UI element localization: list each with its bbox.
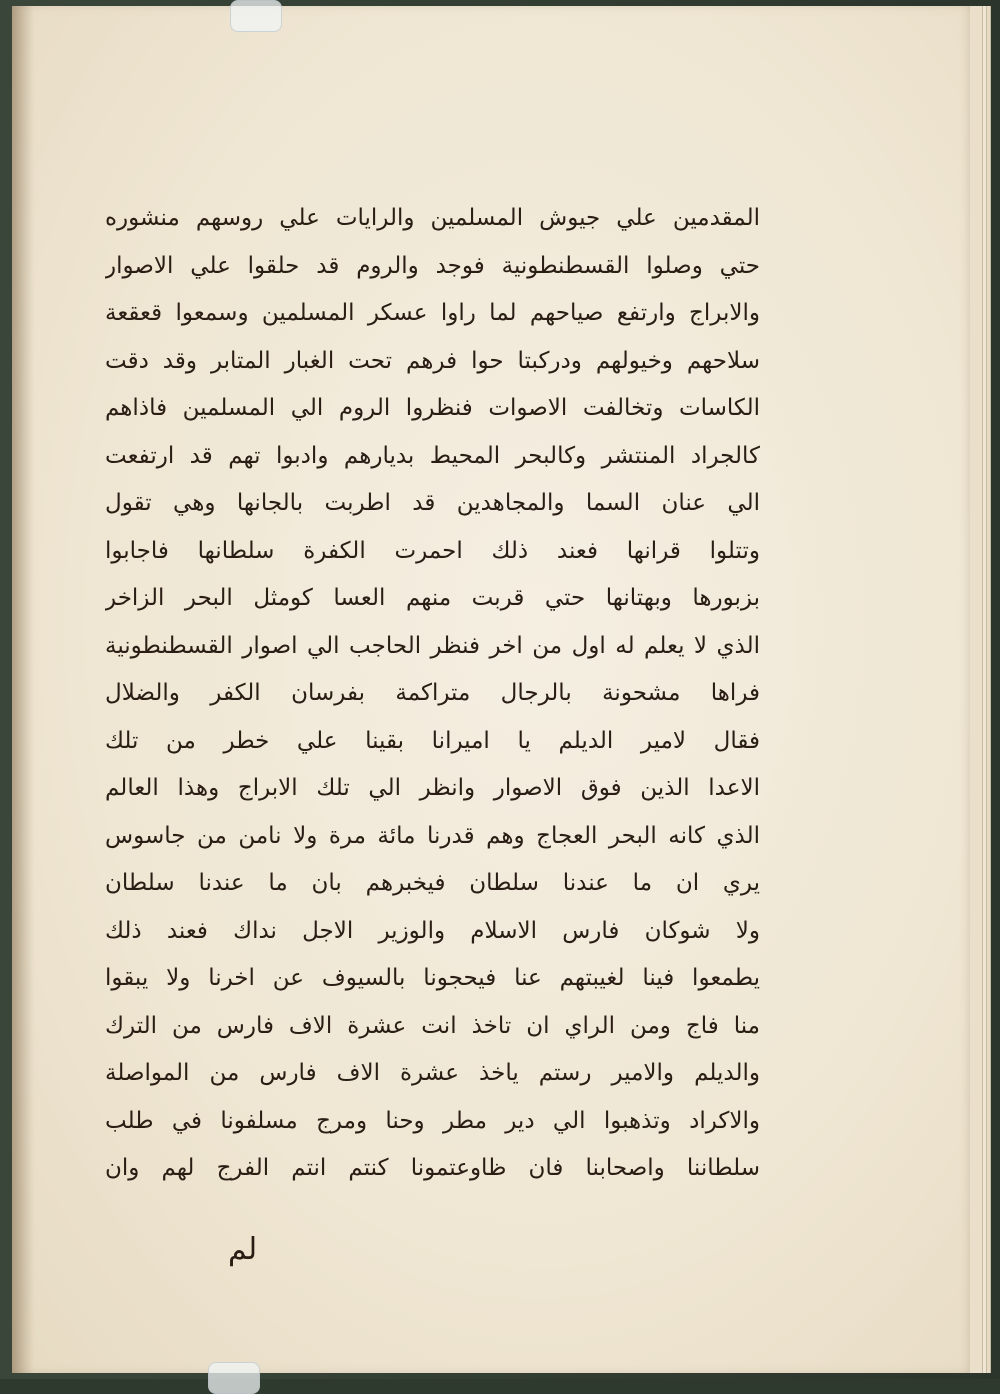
text-line: كالجراد المنتشر وكالبحر المحيط بديارهم وادبوا تهم قد ارتفعت [105,442,760,469]
text-line: يري ان ما عندنا سلطان فيخبرهم بان ما عندنا سلطان [105,870,760,896]
text-line: وتتلوا قرانها فعند ذلك احمرت الكفرة سلطانها فاجابوا [105,537,760,564]
text-line: سلاحهم وخيولهم ودركبتا حوا فرهم تحت الغبار المتابر وقد دقت [105,347,760,374]
page-clip-top [230,0,282,32]
text-line: والديلم والامير رستم ياخذ عشرة الاف فارس من المواصلة [105,1060,760,1086]
text-line: ولا شوكان فارس الاسلام والوزير الاجل نداك فعند ذلك [105,917,760,944]
text-line: فقال لامير الديلم يا اميرانا بقينا علي خطر من تلك [105,727,760,754]
text-line: سلطاننا واصحابنا فان ظاوعتمونا كنتم انتم الفرج لهم وان [105,1155,760,1181]
text-line: الذي لا يعلم له اول من اخر فنظر الحاجب الي اصوار القسطنطونية [105,632,760,659]
catchword: لم [228,1232,258,1267]
text-line: والاكراد وتذهبوا الي دير مطر وحنا ومرج مسلفونا في طلب [105,1107,760,1134]
text-line: منا فاج ومن الراي ان تاخذ انت عشرة الاف فارس من الترك [105,1012,760,1039]
text-line: فراها مشحونة بالرجال متراكمة بفرسان الكفر والضلال [105,680,760,706]
manuscript-text-block [105,198,760,1188]
text-line: حتي وصلوا القسطنطونية فوجد والروم قد حلقوا علي الاصوار [105,252,760,279]
text-line: الي عنان السما والمجاهدين قد اطربت بالجانها وهي تقول [105,490,760,516]
text-line: الكاسات وتخالفت الاصوات فنظروا الروم الي المسلمين فاذاهم [105,395,760,421]
text-line: المقدمين علي جيوش المسلمين والرايات علي روسهم منشوره [105,205,760,231]
text-line: الذي كانه البحر العجاج وهم قدرنا مائة مرة ولا نامن من جاسوس [105,822,760,849]
text-line: الاعدا الذين فوق الاصوار وانظر الي تلك الابراج وهذا العالم [105,775,760,801]
text-line: والابراج وارتفع صياحهم لما راوا عسكر المسلمين وسمعوا قعقعة [105,300,760,326]
binding-gutter [12,6,34,1373]
text-line: يطمعوا فينا لغيبتهم عنا فيحجونا بالسيوف عن اخرنا ولا يبقوا [105,965,760,991]
text-line: بزبورها وبهتانها حتي قربت منهم العسا كومثل البحر الزاخر [105,585,760,611]
page-clip-bottom [208,1362,260,1394]
